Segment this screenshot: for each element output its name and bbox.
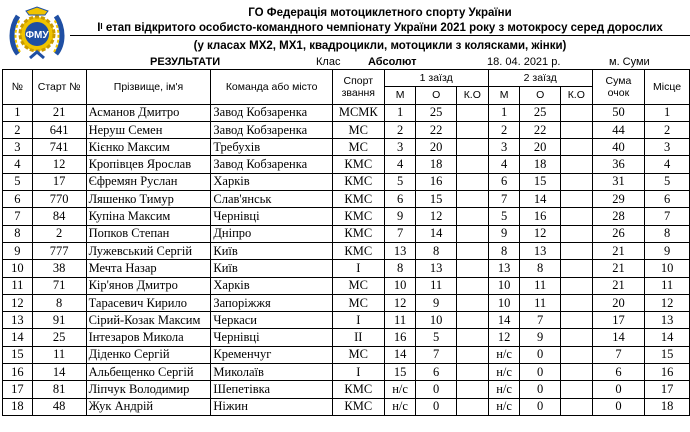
row-name: Лужевський Сергій <box>86 242 211 259</box>
col-race1-ko: К.О <box>456 87 488 104</box>
table-row <box>3 329 690 346</box>
header-stage-text: етап відкритого особисто-командного чемпіонату України 2021 року з мотокросу серед дорослих <box>105 22 663 34</box>
row-name: Сірий-Козак Максим <box>86 312 211 329</box>
row-num: 12 <box>3 294 33 311</box>
row-race1-m: 4 <box>384 156 416 173</box>
row-rank: II <box>332 329 384 346</box>
row-team: Запоріжжя <box>211 294 332 311</box>
row-place: 12 <box>645 294 690 311</box>
row-name: Ляшенко Тимур <box>86 191 211 208</box>
row-race2-m: 9 <box>488 225 520 242</box>
row-race2-m: 2 <box>488 121 520 138</box>
row-sum: 44 <box>592 121 645 138</box>
row-sum: 20 <box>592 294 645 311</box>
row-race1-m: 16 <box>384 329 416 346</box>
row-race2-o: 18 <box>520 156 560 173</box>
row-start: 777 <box>32 242 86 259</box>
row-race1-m: 12 <box>384 294 416 311</box>
row-rank: КМС <box>332 156 384 173</box>
row-race1-o: 5 <box>416 329 456 346</box>
row-race2-ko <box>560 173 592 190</box>
row-rank: КМС <box>332 398 384 415</box>
table-row <box>3 312 690 329</box>
row-race1-m: 5 <box>384 173 416 190</box>
row-race2-o: 0 <box>520 346 560 363</box>
row-start: 12 <box>32 156 86 173</box>
table-row <box>3 242 690 259</box>
row-name: Кір'янов Дмитро <box>86 277 211 294</box>
row-rank: I <box>332 312 384 329</box>
row-name: Інтезаров Микола <box>86 329 211 346</box>
row-team: Чернівці <box>211 208 332 225</box>
row-sum: 28 <box>592 208 645 225</box>
row-start: 71 <box>32 277 86 294</box>
row-race1-ko <box>456 225 488 242</box>
row-team: Шепетівка <box>211 381 332 398</box>
table-row <box>3 156 690 173</box>
row-sum: 21 <box>592 242 645 259</box>
row-rank: КМС <box>332 191 384 208</box>
row-name: Кропівцев Ярослав <box>86 156 211 173</box>
row-team: Завод Кобзаренка <box>211 121 332 138</box>
row-start: 48 <box>32 398 86 415</box>
row-num: 5 <box>3 173 33 190</box>
row-rank: КМС <box>332 208 384 225</box>
header-stage-superscript: I <box>100 22 103 31</box>
row-start: 770 <box>32 191 86 208</box>
row-team: Ніжин <box>211 398 332 415</box>
row-race1-o: 10 <box>416 312 456 329</box>
row-race2-o: 14 <box>520 191 560 208</box>
row-race2-m: 5 <box>488 208 520 225</box>
row-race1-o: 0 <box>416 381 456 398</box>
row-race2-o: 16 <box>520 208 560 225</box>
row-place: 10 <box>645 260 690 277</box>
row-race1-o: 14 <box>416 225 456 242</box>
col-num: № <box>3 70 33 105</box>
row-sum: 26 <box>592 225 645 242</box>
row-num: 11 <box>3 277 33 294</box>
row-name: Тарасевич Кирило <box>86 294 211 311</box>
row-race1-ko <box>456 173 488 190</box>
header-classes: (у класах МХ2, МХ1, квадроцикли, мотоцикли з колясками, жінки) <box>193 40 567 52</box>
row-race1-o: 8 <box>416 242 456 259</box>
row-race1-ko <box>456 312 488 329</box>
row-sum: 14 <box>592 329 645 346</box>
row-start: 17 <box>32 173 86 190</box>
row-rank: КМС <box>332 242 384 259</box>
logo-text: ФМУ <box>25 30 49 41</box>
row-num: 15 <box>3 346 33 363</box>
row-place: 14 <box>645 329 690 346</box>
row-team: Київ <box>211 242 332 259</box>
table-row <box>3 208 690 225</box>
row-num: 14 <box>3 329 33 346</box>
row-name: Діденко Сергій <box>86 346 211 363</box>
row-name: Жук Андрій <box>86 398 211 415</box>
row-race1-ko <box>456 191 488 208</box>
row-rank: I <box>332 260 384 277</box>
row-race2-ko <box>560 364 592 381</box>
row-race1-m: 9 <box>384 208 416 225</box>
row-rank: МС <box>332 294 384 311</box>
row-race1-o: 22 <box>416 121 456 138</box>
row-race1-ko <box>456 242 488 259</box>
row-race1-ko <box>456 121 488 138</box>
row-start: 81 <box>32 381 86 398</box>
header-stage-number: I <box>97 22 101 34</box>
row-num: 3 <box>3 139 33 156</box>
row-place: 17 <box>645 381 690 398</box>
row-race1-m: 6 <box>384 191 416 208</box>
row-place: 5 <box>645 173 690 190</box>
row-start: 11 <box>32 346 86 363</box>
row-race2-ko <box>560 139 592 156</box>
row-race1-ko <box>456 260 488 277</box>
row-name: Альбещенко Сергій <box>86 364 211 381</box>
table-row <box>3 139 690 156</box>
row-start: 38 <box>32 260 86 277</box>
table-row <box>3 225 690 242</box>
row-rank: КМС <box>332 173 384 190</box>
row-race1-m: 2 <box>384 121 416 138</box>
row-race2-ko <box>560 208 592 225</box>
row-race1-o: 7 <box>416 346 456 363</box>
city-label: м. Суми <box>609 56 650 68</box>
row-race2-m: 4 <box>488 156 520 173</box>
row-race1-m: 1 <box>384 104 416 121</box>
row-race1-ko <box>456 208 488 225</box>
row-sum: 21 <box>592 277 645 294</box>
row-race2-ko <box>560 346 592 363</box>
row-name: Мечта Назар <box>86 260 211 277</box>
row-team: Миколаїв <box>211 364 332 381</box>
row-race2-ko <box>560 191 592 208</box>
row-race2-m: 13 <box>488 260 520 277</box>
row-race2-o: 0 <box>520 381 560 398</box>
header-stage <box>70 21 690 36</box>
row-race2-ko <box>560 225 592 242</box>
row-place: 3 <box>645 139 690 156</box>
row-race1-o: 16 <box>416 173 456 190</box>
row-race1-ko <box>456 294 488 311</box>
row-race1-ko <box>456 329 488 346</box>
row-rank: МС <box>332 121 384 138</box>
row-place: 11 <box>645 277 690 294</box>
row-race2-o: 11 <box>520 294 560 311</box>
row-race1-o: 20 <box>416 139 456 156</box>
row-race2-ko <box>560 381 592 398</box>
row-sum: 0 <box>592 381 645 398</box>
row-sum: 40 <box>592 139 645 156</box>
row-race2-o: 0 <box>520 398 560 415</box>
row-start: 741 <box>32 139 86 156</box>
class-value: Абсолют <box>368 56 417 68</box>
table-row <box>3 173 690 190</box>
row-place: 13 <box>645 312 690 329</box>
row-race1-o: 15 <box>416 191 456 208</box>
row-race1-o: 12 <box>416 208 456 225</box>
row-rank: I <box>332 364 384 381</box>
federation-logo <box>8 6 66 62</box>
row-race2-m: н/с <box>488 346 520 363</box>
table-row <box>3 191 690 208</box>
row-sum: 7 <box>592 346 645 363</box>
row-race1-m: н/с <box>384 398 416 415</box>
row-race1-o: 6 <box>416 364 456 381</box>
row-start: 2 <box>32 225 86 242</box>
row-race1-m: 3 <box>384 139 416 156</box>
row-race1-ko <box>456 346 488 363</box>
row-race2-ko <box>560 312 592 329</box>
row-place: 4 <box>645 156 690 173</box>
col-place: Місце <box>645 70 690 105</box>
row-num: 4 <box>3 156 33 173</box>
row-sum: 31 <box>592 173 645 190</box>
row-rank: МС <box>332 346 384 363</box>
col-race2-m: М <box>488 87 520 104</box>
row-race1-o: 13 <box>416 260 456 277</box>
row-race2-m: 14 <box>488 312 520 329</box>
row-rank: МСМК <box>332 104 384 121</box>
row-team: Харків <box>211 277 332 294</box>
row-race1-ko <box>456 139 488 156</box>
row-race2-m: 8 <box>488 242 520 259</box>
row-team: Слав'янськ <box>211 191 332 208</box>
row-name: Кієнко Максим <box>86 139 211 156</box>
row-race2-m: 6 <box>488 173 520 190</box>
results-table <box>2 69 690 416</box>
row-race1-ko <box>456 104 488 121</box>
col-team: Команда або місто <box>211 70 332 105</box>
row-team: Харків <box>211 173 332 190</box>
row-race1-ko <box>456 398 488 415</box>
row-place: 9 <box>645 242 690 259</box>
row-sum: 0 <box>592 398 645 415</box>
table-row <box>3 398 690 415</box>
row-race2-o: 15 <box>520 173 560 190</box>
table-row <box>3 364 690 381</box>
row-race1-m: 7 <box>384 225 416 242</box>
row-race2-m: 10 <box>488 294 520 311</box>
row-place: 8 <box>645 225 690 242</box>
row-team: Дніпро <box>211 225 332 242</box>
row-sum: 17 <box>592 312 645 329</box>
row-race2-o: 0 <box>520 364 560 381</box>
row-num: 9 <box>3 242 33 259</box>
row-race1-o: 9 <box>416 294 456 311</box>
row-race2-o: 7 <box>520 312 560 329</box>
row-race1-m: н/с <box>384 381 416 398</box>
row-race2-m: н/с <box>488 381 520 398</box>
table-row <box>3 294 690 311</box>
col-rank: Спорт звання <box>332 70 384 105</box>
row-race1-m: 10 <box>384 277 416 294</box>
row-start: 8 <box>32 294 86 311</box>
row-race2-m: 3 <box>488 139 520 156</box>
row-place: 15 <box>645 346 690 363</box>
row-race2-m: 12 <box>488 329 520 346</box>
row-team: Завод Кобзаренка <box>211 156 332 173</box>
row-race1-o: 18 <box>416 156 456 173</box>
row-start: 21 <box>32 104 86 121</box>
row-num: 7 <box>3 208 33 225</box>
col-sum: Сума очок <box>592 70 645 105</box>
row-race2-o: 9 <box>520 329 560 346</box>
row-race1-ko <box>456 381 488 398</box>
row-name: Асманов Дмитро <box>86 104 211 121</box>
row-race2-ko <box>560 398 592 415</box>
row-rank: КМС <box>332 225 384 242</box>
table-row <box>3 104 690 121</box>
col-race2-o: О <box>520 87 560 104</box>
row-team: Чернівці <box>211 329 332 346</box>
row-place: 6 <box>645 191 690 208</box>
row-num: 6 <box>3 191 33 208</box>
col-race2-ko: К.О <box>560 87 592 104</box>
row-race1-o: 25 <box>416 104 456 121</box>
row-race2-ko <box>560 121 592 138</box>
row-race2-o: 22 <box>520 121 560 138</box>
row-place: 2 <box>645 121 690 138</box>
row-race1-m: 13 <box>384 242 416 259</box>
table-row <box>3 381 690 398</box>
row-race2-ko <box>560 277 592 294</box>
col-race1-m: М <box>384 87 416 104</box>
row-sum: 36 <box>592 156 645 173</box>
row-race2-o: 25 <box>520 104 560 121</box>
row-race2-ko <box>560 242 592 259</box>
col-race1-o: О <box>416 87 456 104</box>
row-race2-m: н/с <box>488 364 520 381</box>
row-race1-ko <box>456 364 488 381</box>
row-place: 16 <box>645 364 690 381</box>
row-race2-ko <box>560 260 592 277</box>
row-num: 8 <box>3 225 33 242</box>
row-race2-ko <box>560 329 592 346</box>
row-race2-o: 13 <box>520 242 560 259</box>
row-race2-m: 1 <box>488 104 520 121</box>
row-team: Черкаси <box>211 312 332 329</box>
row-race2-o: 20 <box>520 139 560 156</box>
table-row <box>3 260 690 277</box>
row-race2-m: 10 <box>488 277 520 294</box>
row-race1-ko <box>456 277 488 294</box>
table-row <box>3 277 690 294</box>
row-num: 1 <box>3 104 33 121</box>
row-num: 10 <box>3 260 33 277</box>
row-rank: МС <box>332 277 384 294</box>
row-race1-ko <box>456 156 488 173</box>
row-name: Неруш Семен <box>86 121 211 138</box>
col-race2: 2 заїзд <box>488 70 592 87</box>
row-start: 91 <box>32 312 86 329</box>
row-team: Київ <box>211 260 332 277</box>
header-federation: ГО Федерація мотоциклетного спорту України <box>248 7 512 19</box>
row-race1-m: 15 <box>384 364 416 381</box>
row-race2-o: 12 <box>520 225 560 242</box>
row-team: Кременчуг <box>211 346 332 363</box>
row-race1-m: 14 <box>384 346 416 363</box>
date-label: 18. 04. 2021 р. <box>487 56 561 68</box>
row-race2-ko <box>560 294 592 311</box>
table-row <box>3 121 690 138</box>
row-name: Купіна Максим <box>86 208 211 225</box>
row-place: 1 <box>645 104 690 121</box>
row-name: Попков Степан <box>86 225 211 242</box>
class-label: Клас <box>316 56 341 68</box>
row-rank: КМС <box>332 381 384 398</box>
row-num: 13 <box>3 312 33 329</box>
row-race1-m: 8 <box>384 260 416 277</box>
row-race2-m: н/с <box>488 398 520 415</box>
row-race2-o: 11 <box>520 277 560 294</box>
row-rank: МС <box>332 139 384 156</box>
row-race2-o: 8 <box>520 260 560 277</box>
row-place: 7 <box>645 208 690 225</box>
row-start: 25 <box>32 329 86 346</box>
results-rows <box>3 104 690 415</box>
row-place: 18 <box>645 398 690 415</box>
row-sum: 50 <box>592 104 645 121</box>
row-sum: 6 <box>592 364 645 381</box>
row-race1-o: 11 <box>416 277 456 294</box>
row-start: 641 <box>32 121 86 138</box>
table-row <box>3 346 690 363</box>
row-race2-ko <box>560 156 592 173</box>
col-race1: 1 заїзд <box>384 70 488 87</box>
row-num: 16 <box>3 364 33 381</box>
row-num: 18 <box>3 398 33 415</box>
row-sum: 29 <box>592 191 645 208</box>
row-race2-ko <box>560 104 592 121</box>
row-start: 14 <box>32 364 86 381</box>
row-name: Єфремян Руслан <box>86 173 211 190</box>
col-name: Прізвище, ім'я <box>86 70 211 105</box>
row-start: 84 <box>32 208 86 225</box>
row-num: 17 <box>3 381 33 398</box>
results-label: РЕЗУЛЬТАТИ <box>150 56 221 68</box>
row-race1-m: 11 <box>384 312 416 329</box>
row-team: Требухів <box>211 139 332 156</box>
row-race1-o: 0 <box>416 398 456 415</box>
row-sum: 21 <box>592 260 645 277</box>
row-name: Ліпчук Володимир <box>86 381 211 398</box>
col-start: Старт № <box>32 70 86 105</box>
row-team: Завод Кобзаренка <box>211 104 332 121</box>
row-num: 2 <box>3 121 33 138</box>
row-race2-m: 7 <box>488 191 520 208</box>
